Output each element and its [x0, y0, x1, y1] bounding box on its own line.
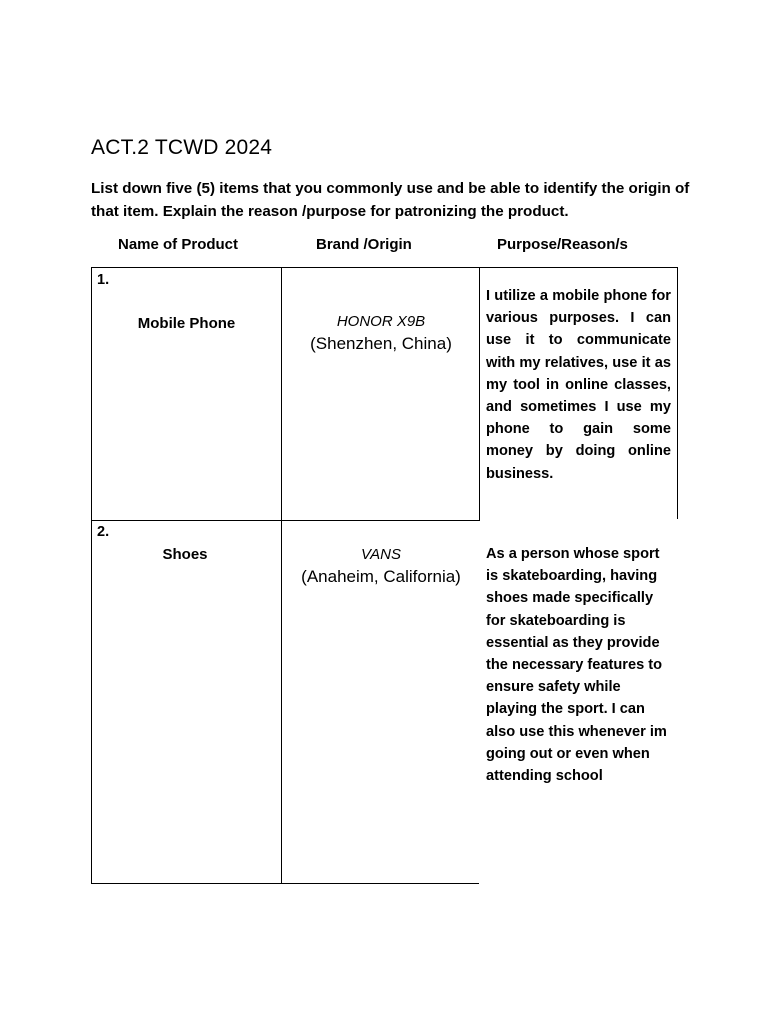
- table-border-right-row1: [677, 267, 678, 519]
- row-number: 2.: [97, 524, 110, 540]
- row-number: 1.: [97, 272, 110, 288]
- origin-location: (Shenzhen, China): [310, 334, 452, 353]
- product-name: Shoes: [162, 546, 208, 563]
- purpose-text: I utilize a mobile phone for various purposes. I can use it to communicate with my relatives, use it as my tool in online classes, and sometimes I use my phone to gain some money by doing online business.: [486, 288, 671, 482]
- brand-name: VANS: [360, 546, 402, 563]
- brand-name: HONOR X9B: [336, 313, 426, 330]
- column-header-purpose: Purpose/Reason/s: [497, 236, 628, 253]
- column-header-product: Name of Product: [118, 236, 239, 253]
- instructions-text: List down five (5) items that you commonly use and be able to identify the origin of that item. Explain the reason /purpose for patronizing the product.: [91, 180, 690, 220]
- document-title: ACT.2 TCWD 2024: [91, 136, 273, 159]
- table-border-col2-row1: [479, 267, 480, 521]
- table-border-bottom: [91, 883, 479, 884]
- table-border-row-divider: [91, 520, 479, 521]
- product-name: Mobile Phone: [137, 315, 236, 332]
- table-border-top: [91, 267, 678, 268]
- origin-location: (Anaheim, California): [301, 567, 461, 586]
- column-header-brand: Brand /Origin: [316, 236, 412, 253]
- purpose-text: As a person whose sport is skateboarding, having shoes made specifically for skateboarding is essential as they provide the necessary features to ensure safety while playing the sport. I can also use this whenever im going out or even when attending school: [486, 546, 667, 785]
- brand-origin: [282, 544, 480, 587]
- table-border-left: [91, 267, 92, 884]
- brand-origin: [282, 311, 480, 354]
